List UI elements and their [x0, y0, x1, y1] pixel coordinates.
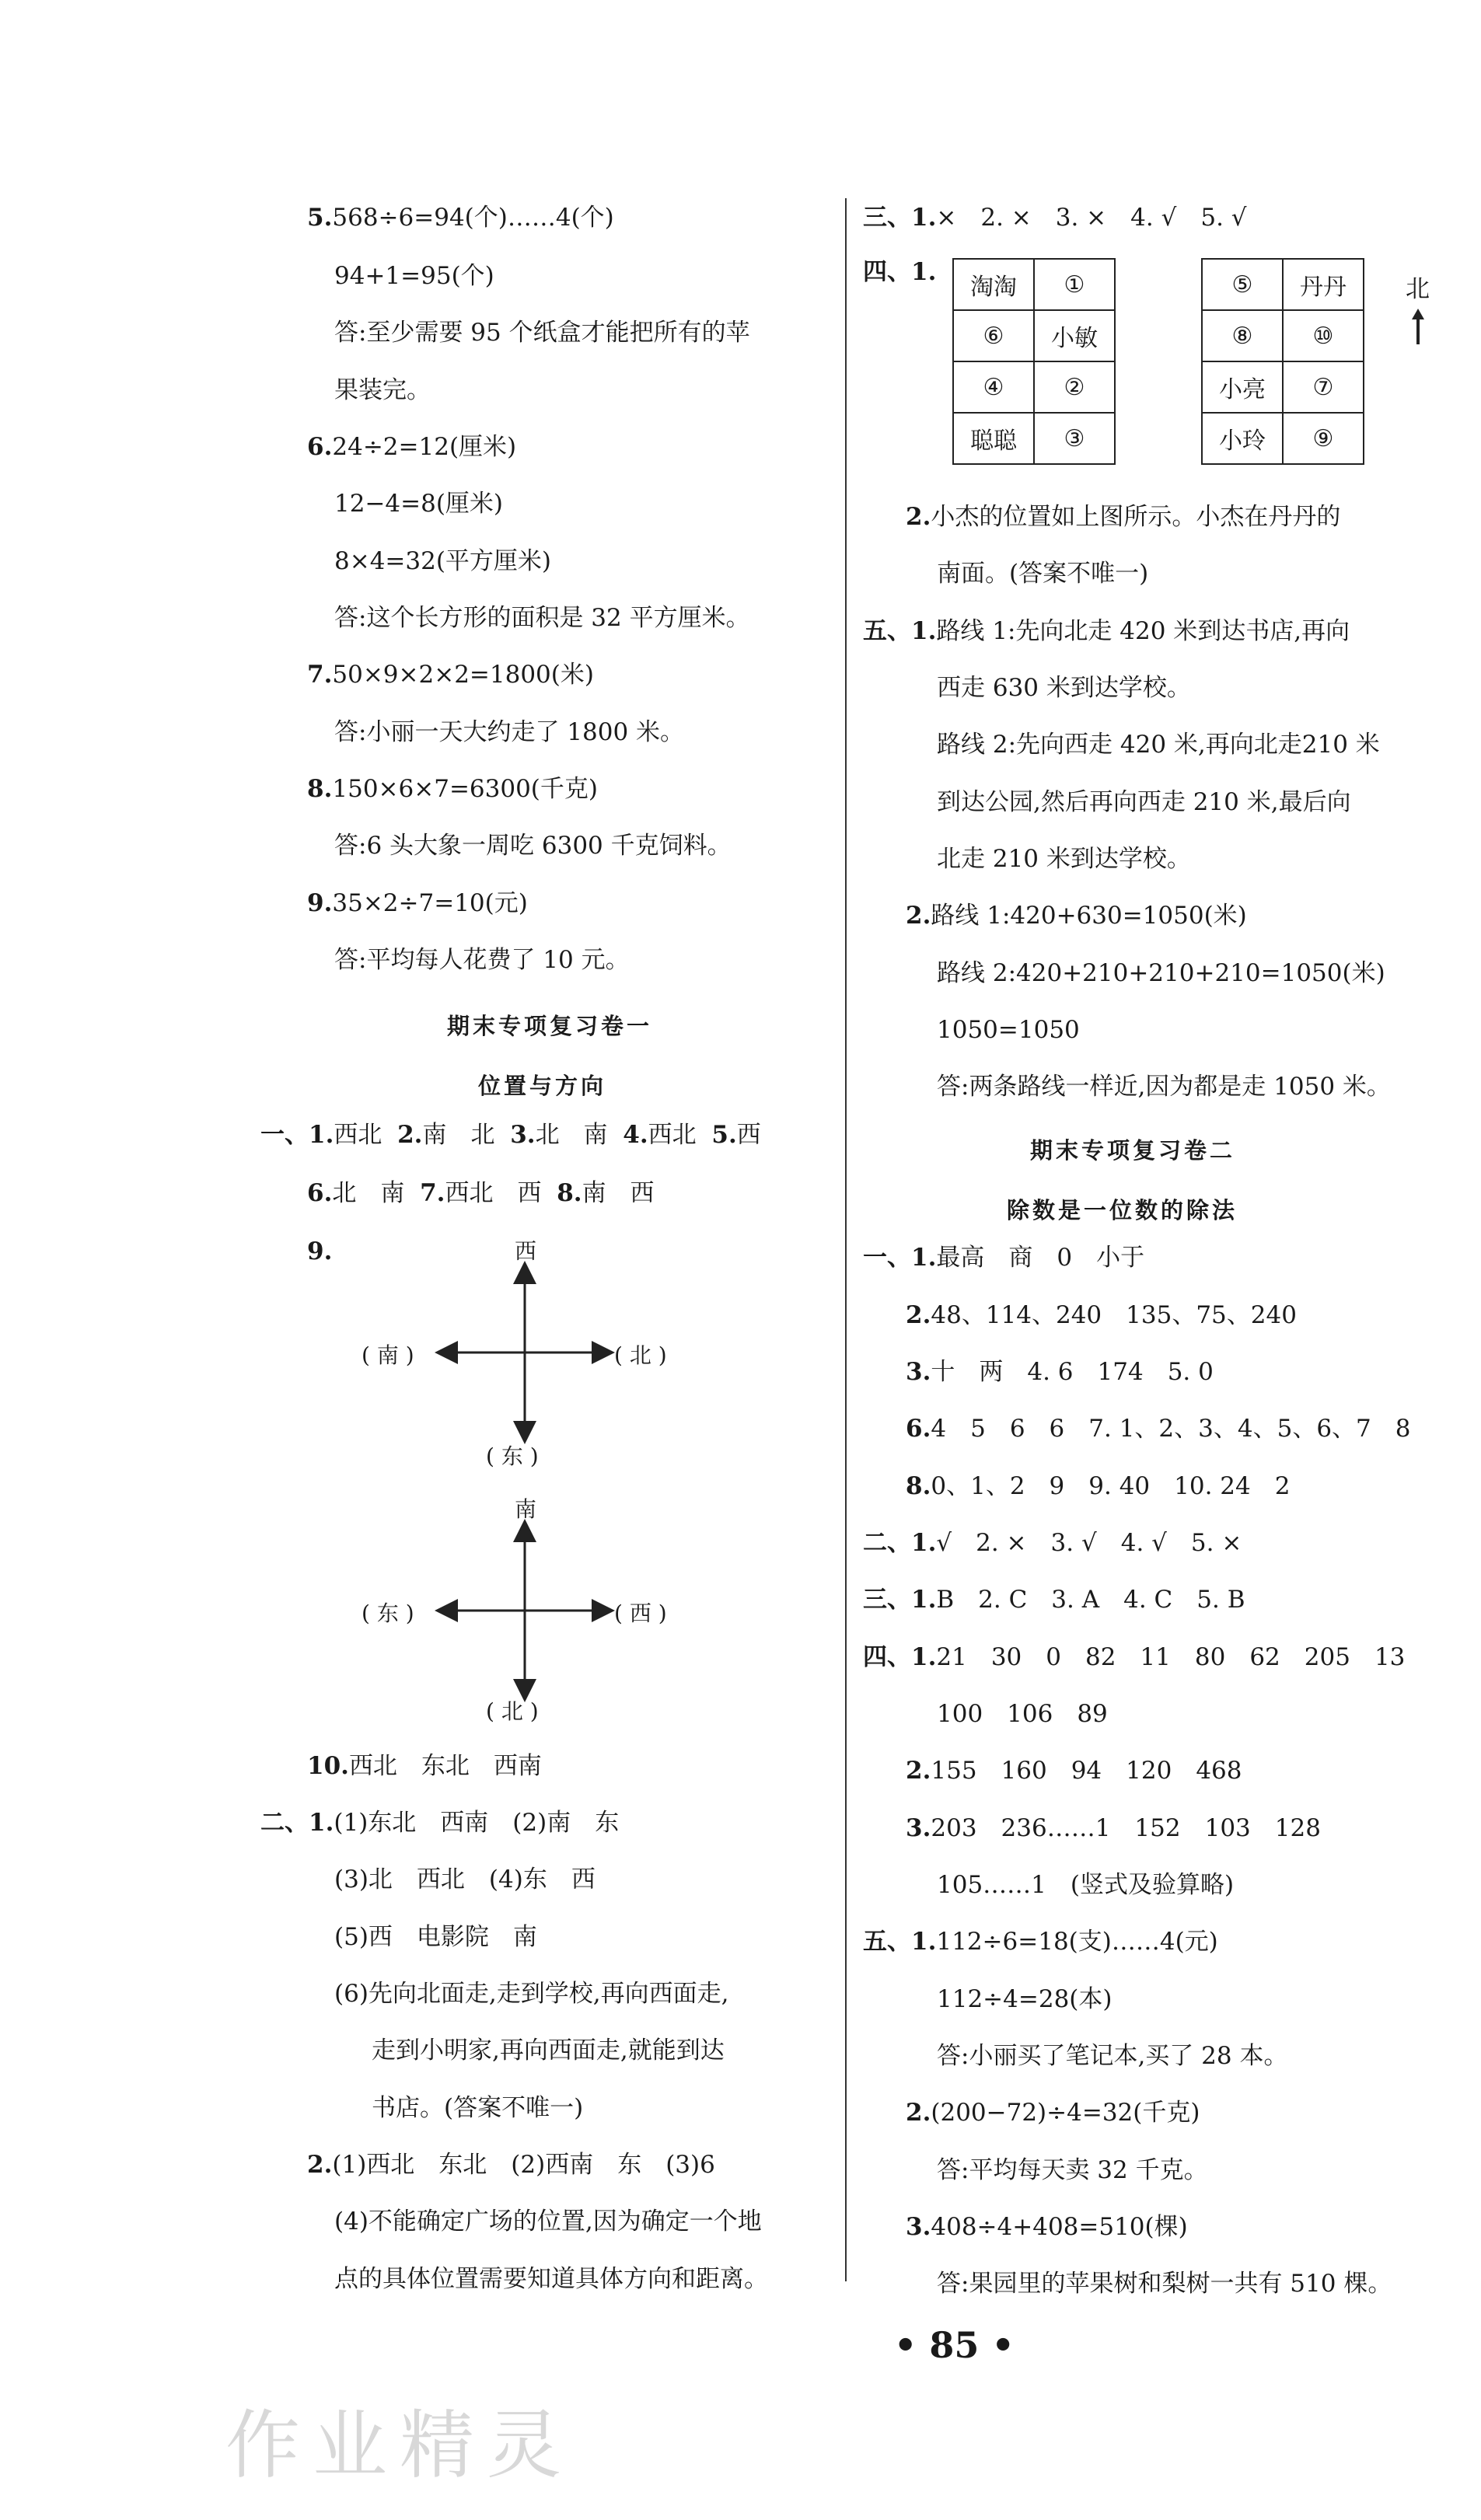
r5-line2: 西走 630 米到达学校。: [937, 674, 1191, 702]
p2-line3: (5)西 电影院 南: [334, 1923, 537, 1951]
p2-line5: 走到小明家,再向西面走,就能到达: [372, 2037, 725, 2065]
compass2-bottom: ( 北 ): [486, 1698, 539, 1724]
s2-yi-line2: 2.48、114、240 135、75、240: [906, 1301, 1297, 1329]
compass2-left: ( 东 ): [362, 1600, 414, 1626]
s2-wu-q3-line2: 答:果园里的苹果树和梨树一共有 510 棵。: [937, 2270, 1392, 2298]
s2-wu-line1: 五、1.112÷6=18(支)……4(元): [863, 1928, 1218, 1956]
grid2-cell: 丹丹: [1283, 259, 1364, 310]
s2-yi-line5: 8.0、1、2 9 9. 40 10. 24 2: [906, 1472, 1291, 1500]
p2-line1: 二、1.(1)东北 西南 (2)南 东: [260, 1809, 620, 1837]
compass-diagram-2: [428, 1517, 622, 1704]
grid1-cell: 淘淘: [953, 259, 1034, 310]
r3-line: 三、1.× 2. × 3. × 4. √ 5. √: [863, 204, 1247, 232]
s2-si-line4: 3.203 236……1 152 103 128: [906, 1814, 1321, 1842]
p2-q2-line1: 2.(1)西北 东北 (2)西南 东 (3)6: [307, 2151, 715, 2179]
grid2-cell: ⑧: [1202, 310, 1283, 361]
p1-line2: 6.北 南 7.西北 西 8.南 西: [307, 1179, 655, 1207]
s2-yi-line4: 6.4 5 6 6 7. 1、2、3、4、5、6、7 8: [906, 1415, 1411, 1443]
p2-q2-line2: (4)不能确定广场的位置,因为确定一个地: [334, 2208, 762, 2236]
grid2-cell: ⑤: [1202, 259, 1283, 310]
q8-line2: 答:6 头大象一周吃 6300 千克饲料。: [334, 832, 732, 860]
grid2-cell: ⑩: [1283, 310, 1364, 361]
q9-label: 9.: [307, 1237, 333, 1265]
s2-wu-q2-line1: 2.(200−72)÷4=32(千克): [906, 2099, 1200, 2127]
s2-yi-line1: 一、1.最高 商 0 小于: [863, 1244, 1145, 1272]
column-divider: [845, 198, 847, 2281]
compass1-top: 西: [515, 1238, 537, 1264]
q5-line2: 94+1=95(个): [334, 262, 494, 290]
q7-line2: 答:小丽一天大约走了 1800 米。: [334, 718, 685, 746]
compass-diagram-1: [428, 1259, 622, 1446]
s2-si-line2: 100 106 89: [937, 1700, 1108, 1728]
grid1-cell: ⑥: [953, 310, 1034, 361]
compass1-right: ( 北 ): [614, 1342, 667, 1368]
grid1-cell: ①: [1034, 259, 1115, 310]
page-number: • 85 •: [894, 2324, 1015, 2366]
s2-san-line: 三、1.B 2. C 3. A 4. C 5. B: [863, 1586, 1245, 1614]
s2-si-line3: 2.155 160 94 120 468: [906, 1757, 1242, 1785]
grid1-cell: ②: [1034, 361, 1115, 413]
r5-line5: 北走 210 米到达学校。: [937, 845, 1191, 873]
seat-grid-1: [952, 258, 1116, 465]
grid2-cell: 小玲: [1202, 413, 1283, 464]
r5-line4: 到达公园,然后再向西走 210 米,最后向: [937, 788, 1351, 816]
s2-wu-line3: 答:小丽买了笔记本,买了 28 本。: [937, 2042, 1288, 2070]
q9-line1: 9.35×2÷7=10(元): [307, 889, 528, 917]
compass2-right: ( 西 ): [614, 1600, 667, 1626]
q6-line1: 6.24÷2=12(厘米): [307, 433, 517, 461]
q6-line3: 8×4=32(平方厘米): [334, 547, 552, 575]
p2-q2-line3: 点的具体位置需要知道具体方向和距离。: [334, 2265, 768, 2293]
north-label: 北: [1406, 275, 1430, 303]
s2-wu-q2-line2: 答:平均每天卖 32 千克。: [937, 2156, 1208, 2184]
q8-line1: 8.150×6×7=6300(千克): [307, 775, 598, 803]
r4-q2-line1: 2.小杰的位置如上图所示。小杰在丹丹的: [906, 503, 1341, 531]
r4-q2-line2: 南面。(答案不唯一): [937, 560, 1149, 588]
q10-line: 10.西北 东北 西南: [307, 1752, 542, 1780]
s2-wu-line2: 112÷4=28(本): [937, 1985, 1112, 2013]
s2-wu-q3-line1: 3.408÷4+408=510(棵): [906, 2213, 1188, 2241]
s2-yi-line3: 3.十 两 4. 6 174 5. 0: [906, 1358, 1214, 1386]
grid2-cell: ⑦: [1283, 361, 1364, 413]
s2-er-line: 二、1.√ 2. × 3. √ 4. √ 5. ×: [863, 1529, 1242, 1557]
compass2-top: 南: [515, 1496, 537, 1522]
section1-title: 期末专项复习卷一: [447, 1013, 653, 1039]
grid1-cell: 聪聪: [953, 413, 1034, 464]
s2-si-line1: 四、1.21 30 0 82 11 80 62 205 13: [863, 1643, 1406, 1671]
p2-line2: (3)北 西北 (4)东 西: [334, 1866, 596, 1893]
grid1-cell: ③: [1034, 413, 1115, 464]
q5-line1: 5.568÷6=94(个)……4(个): [307, 204, 614, 232]
grid2-cell: 小亮: [1202, 361, 1283, 413]
q6-line4: 答:这个长方形的面积是 32 平方厘米。: [334, 604, 750, 632]
q5-line4: 果装完。: [334, 376, 431, 404]
seat-grid-2: [1201, 258, 1364, 465]
p2-line6: 书店。(答案不唯一): [372, 2094, 584, 2122]
r5-q2-line2: 路线 2:420+210+210+210=1050(米): [937, 959, 1385, 987]
grid1-cell: ④: [953, 361, 1034, 413]
r5-q2-line3: 1050=1050: [937, 1016, 1080, 1044]
q6-line2: 12−4=8(厘米): [334, 490, 504, 518]
section2-subtitle: 除数是一位数的除法: [1007, 1197, 1238, 1223]
p2-line4: (6)先向北面走,走到学校,再向西面走,: [334, 1980, 729, 2008]
q5-line3: 答:至少需要 95 个纸盒才能把所有的苹: [334, 319, 750, 347]
q9-line2: 答:平均每人花费了 10 元。: [334, 946, 630, 974]
q7-line1: 7.50×9×2×2=1800(米): [307, 661, 594, 689]
section2-title: 期末专项复习卷二: [1030, 1137, 1236, 1164]
watermark: 作业精灵: [225, 2402, 574, 2489]
r5-q2-line1: 2.路线 1:420+630=1050(米): [906, 902, 1247, 930]
r5-q2-line4: 答:两条路线一样近,因为都是走 1050 米。: [937, 1073, 1391, 1101]
r5-line1: 五、1.路线 1:先向北走 420 米到达书店,再向: [863, 617, 1350, 645]
s2-si-line5: 105……1 (竖式及验算略): [937, 1871, 1235, 1899]
compass1-left: ( 南 ): [362, 1342, 414, 1368]
p1-line1: 一、1.西北 2.南 北 3.北 南 4.西北 5.西: [260, 1121, 761, 1149]
compass1-bottom: ( 东 ): [486, 1443, 539, 1469]
north-arrow-icon: [1409, 307, 1427, 346]
r5-line3: 路线 2:先向西走 420 米,再向北走210 米: [937, 731, 1380, 759]
r4-head: 四、1.: [863, 258, 937, 286]
grid1-cell: 小敏: [1034, 310, 1115, 361]
section1-subtitle: 位置与方向: [478, 1073, 607, 1099]
grid2-cell: ⑨: [1283, 413, 1364, 464]
